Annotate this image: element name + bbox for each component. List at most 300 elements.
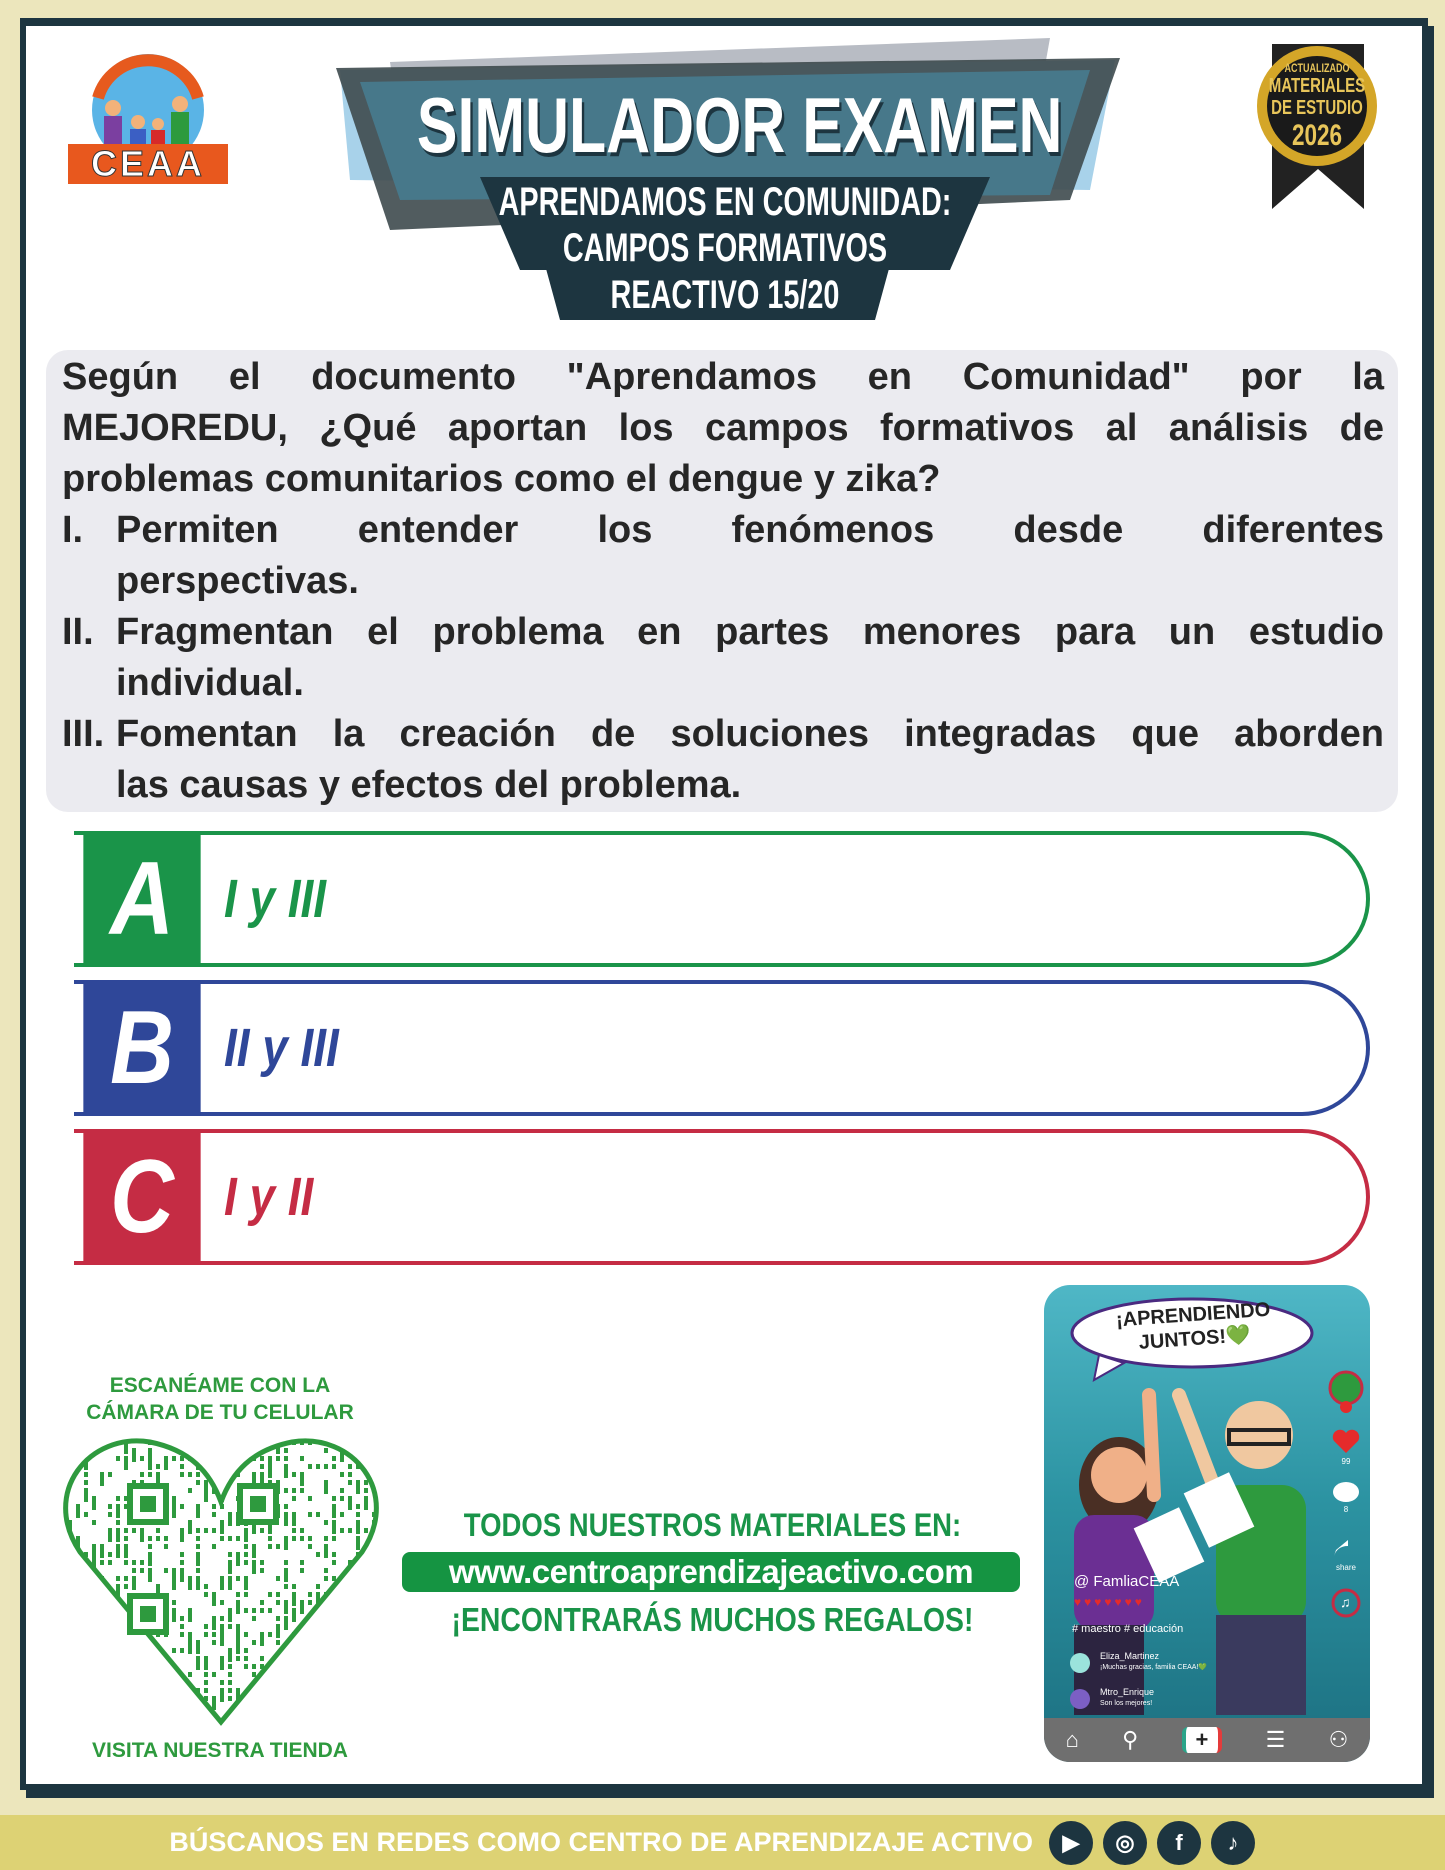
qr-module: [148, 1536, 152, 1541]
qr-module: [204, 1664, 208, 1669]
qr-module: [196, 1712, 200, 1717]
statement-3: [62, 709, 1384, 811]
qr-module: [68, 1544, 72, 1549]
qr-module: [204, 1624, 208, 1629]
qr-module: [316, 1624, 320, 1629]
qr-module: [188, 1584, 192, 1589]
qr-module: [244, 1648, 248, 1653]
qr-module: [180, 1688, 184, 1693]
qr-module: [268, 1592, 272, 1597]
qr-module: [276, 1576, 280, 1581]
qr-module: [164, 1544, 168, 1549]
qr-module: [268, 1688, 272, 1693]
qr-module: [372, 1704, 376, 1718]
qr-module: [308, 1640, 312, 1654]
qr-module: [68, 1600, 72, 1605]
qr-module: [220, 1440, 224, 1445]
qr-module: [300, 1536, 304, 1541]
statement-line: individual.: [116, 662, 304, 704]
qr-module: [252, 1664, 256, 1669]
qr-module: [356, 1720, 360, 1725]
qr-module: [260, 1560, 264, 1565]
qr-module: [260, 1464, 264, 1469]
qr-module: [76, 1720, 80, 1732]
qr-module: [108, 1472, 112, 1477]
statement-line: Fomentan la creación de soluciones integradas que aborden: [116, 713, 1384, 755]
qr-module: [188, 1640, 192, 1654]
qr-module: [92, 1584, 96, 1598]
qr-module: [356, 1488, 360, 1493]
qr-module: [324, 1608, 328, 1613]
qr-module: [124, 1536, 128, 1541]
qr-module: [76, 1576, 80, 1581]
qr-module: [212, 1640, 216, 1645]
qr-module: [140, 1456, 144, 1461]
qr-module: [228, 1688, 232, 1693]
qr-module: [284, 1448, 288, 1453]
badge-year: 2026: [1291, 119, 1343, 153]
option-letter: C: [83, 1129, 200, 1265]
qr-module: [364, 1624, 368, 1638]
qr-module: [100, 1560, 104, 1565]
qr-module: [292, 1664, 296, 1669]
qr-module: [164, 1568, 168, 1573]
qr-module: [284, 1584, 288, 1589]
qr-module: [220, 1600, 224, 1605]
qr-module: [76, 1616, 80, 1621]
comment-2: [1100, 1687, 1154, 1709]
qr-module: [116, 1688, 120, 1693]
qr-module: [212, 1624, 216, 1629]
search-icon[interactable]: ⚲: [1122, 1727, 1139, 1752]
qr-module: [308, 1648, 312, 1653]
qr-module: [172, 1616, 176, 1621]
phone-hashtags: # maestro # educación: [1072, 1623, 1184, 1635]
qr-module: [348, 1480, 352, 1485]
qr-module: [76, 1560, 80, 1565]
qr-module: [236, 1576, 240, 1581]
qr-module: [228, 1584, 232, 1589]
qr-module: [84, 1472, 88, 1477]
qr-module: [324, 1616, 328, 1621]
qr-module: [260, 1720, 264, 1732]
qr-module: [300, 1528, 304, 1533]
qr-module: [332, 1504, 336, 1518]
qr-module: [220, 1680, 224, 1685]
qr-module: [308, 1464, 312, 1469]
phone-bottom-nav: [1044, 1718, 1370, 1762]
title-banner: [330, 30, 1120, 330]
social-phone-mockup: [1044, 1285, 1370, 1762]
qr-module: [260, 1632, 264, 1646]
qr-module: [260, 1656, 264, 1661]
qr-module: [148, 1544, 152, 1549]
qr-module: [148, 1672, 152, 1677]
qr-module: [244, 1632, 248, 1637]
qr-module: [316, 1584, 320, 1589]
qr-module: [372, 1544, 376, 1549]
qr-module: [228, 1552, 232, 1557]
qr-module: [252, 1560, 256, 1574]
qr-module: [76, 1648, 80, 1653]
qr-module: [220, 1632, 224, 1646]
qr-module: [284, 1568, 288, 1582]
qr-module: [212, 1720, 216, 1725]
qr-module: [340, 1488, 344, 1493]
qr-module: [364, 1504, 368, 1509]
qr-module: [204, 1496, 208, 1501]
qr-module: [332, 1464, 336, 1469]
logo-text: CEAA: [90, 143, 205, 184]
qr-module: [308, 1688, 312, 1693]
qr-module: [76, 1624, 80, 1629]
qr-module: [196, 1568, 200, 1573]
qr-module: [292, 1496, 296, 1501]
qr-module: [108, 1632, 112, 1646]
qr-module: [148, 1456, 152, 1470]
qr-module: [236, 1448, 240, 1453]
qr-module: [84, 1480, 88, 1485]
qr-module: [132, 1720, 136, 1725]
qr-module: [324, 1712, 328, 1717]
qr-module: [356, 1632, 360, 1646]
qr-module: [340, 1592, 344, 1606]
qr-module: [108, 1712, 112, 1717]
qr-module: [84, 1712, 88, 1717]
qr-module: [212, 1592, 216, 1606]
qr-module: [164, 1712, 168, 1726]
qr-module: [140, 1560, 144, 1565]
qr-module: [356, 1512, 360, 1517]
qr-module: [108, 1720, 112, 1732]
qr-module: [300, 1608, 304, 1613]
qr-module: [212, 1512, 216, 1517]
qr-module: [196, 1704, 200, 1718]
qr-module: [276, 1456, 280, 1461]
qr-module: [324, 1704, 328, 1709]
qr-module: [292, 1672, 296, 1686]
qr-module: [292, 1696, 296, 1710]
qr-module: [324, 1464, 328, 1469]
qr-module: [108, 1648, 112, 1653]
qr-module: [324, 1520, 328, 1525]
badge-line2: MATERIALES: [1268, 75, 1366, 98]
qr-module: [292, 1608, 296, 1622]
qr-module: [204, 1720, 208, 1725]
qr-module: [236, 1592, 240, 1597]
qr-module: [68, 1456, 72, 1461]
qr-module: [244, 1704, 248, 1709]
visit-store-link[interactable]: VISITA NUESTRA TIENDA: [92, 1739, 348, 1762]
qr-module: [228, 1696, 232, 1701]
qr-module: [148, 1560, 152, 1565]
qr-module: [92, 1640, 96, 1654]
qr-module: [100, 1592, 104, 1606]
qr-module: [308, 1512, 312, 1517]
qr-module: [76, 1608, 80, 1622]
qr-module: [180, 1624, 184, 1629]
qr-module: [172, 1456, 176, 1461]
music-icon[interactable]: ♫: [1340, 1594, 1351, 1610]
qr-module: [220, 1448, 224, 1453]
qr-module: [372, 1600, 376, 1605]
qr-module: [252, 1448, 256, 1453]
question-line: MEJOREDU, ¿Qué aportan los campos formativos al análisis de: [62, 407, 1384, 449]
qr-module: [260, 1696, 264, 1701]
option-text: II y III: [224, 1018, 339, 1078]
qr-module: [324, 1680, 328, 1685]
qr-module: [356, 1680, 360, 1694]
qr-module: [100, 1600, 104, 1605]
qr-module: [84, 1696, 88, 1701]
website-url-link[interactable]: www.centroaprendizajeactivo.com: [402, 1552, 1020, 1592]
option-a[interactable]: [74, 831, 1370, 967]
qr-module: [100, 1472, 104, 1486]
qr-module: [348, 1592, 352, 1606]
question-text: [62, 352, 1384, 811]
qr-module: [340, 1608, 344, 1622]
qr-module: [244, 1528, 248, 1542]
qr-module: [92, 1592, 96, 1606]
qr-module: [252, 1640, 256, 1645]
qr-module: [292, 1488, 296, 1493]
qr-module: [180, 1504, 184, 1509]
qr-caption-line: ESCANÉAME CON LA: [109, 1374, 331, 1397]
qr-module: [364, 1440, 368, 1454]
qr-module: [100, 1624, 104, 1629]
qr-module: [156, 1688, 160, 1693]
qr-module: [132, 1576, 136, 1590]
qr-module: [268, 1680, 272, 1685]
qr-module: [172, 1576, 176, 1590]
qr-module: [188, 1488, 192, 1493]
qr-module: [212, 1632, 216, 1637]
qr-module: [116, 1528, 120, 1542]
qr-module: [172, 1648, 176, 1653]
tiktok-icon[interactable]: ♪: [1211, 1821, 1255, 1865]
qr-module: [268, 1536, 272, 1541]
statement-1: [62, 505, 1384, 607]
qr-module: [212, 1504, 216, 1509]
qr-module: [100, 1664, 104, 1669]
qr-module: [148, 1568, 152, 1582]
statement-line: Permiten entender los fenómenos desde diferentes: [116, 509, 1384, 551]
updated-2026-badge: [1252, 44, 1382, 209]
qr-module: [332, 1656, 336, 1661]
qr-module: [300, 1640, 304, 1645]
youtube-icon[interactable]: ▶: [1049, 1821, 1093, 1865]
qr-module: [116, 1496, 120, 1501]
qr-module: [116, 1520, 120, 1525]
qr-module: [260, 1456, 264, 1461]
facebook-icon[interactable]: f: [1157, 1821, 1201, 1865]
qr-module: [156, 1712, 160, 1717]
qr-module: [284, 1512, 288, 1526]
qr-module: [100, 1544, 104, 1558]
qr-module: [228, 1672, 232, 1677]
statement-line: Fragmentan el problema en partes menores para un estudio: [116, 611, 1384, 653]
comment-text: ¡Muchas gracias, familia CEAA!💚: [1100, 1664, 1208, 1671]
qr-module: [260, 1528, 264, 1533]
qr-module: [356, 1544, 360, 1549]
messages-icon[interactable]: ☰: [1265, 1727, 1286, 1752]
qr-module: [180, 1648, 184, 1653]
qr-module: [292, 1584, 296, 1589]
qr-module: [148, 1712, 152, 1717]
qr-module: [220, 1664, 224, 1669]
qr-module: [372, 1640, 376, 1645]
qr-module: [332, 1536, 336, 1541]
qr-module: [116, 1648, 120, 1662]
qr-module: [188, 1672, 192, 1677]
qr-caption-top: [62, 1372, 378, 1426]
qr-module: [132, 1664, 136, 1669]
qr-module: [108, 1680, 112, 1685]
qr-module: [180, 1616, 184, 1621]
qr-module: [356, 1520, 360, 1534]
qr-module: [308, 1704, 312, 1709]
qr-module: [132, 1448, 136, 1462]
qr-module: [164, 1664, 168, 1678]
qr-module: [100, 1632, 104, 1637]
qr-module: [372, 1616, 376, 1621]
qr-module: [140, 1656, 144, 1661]
qr-module: [108, 1560, 112, 1565]
qr-module: [284, 1456, 288, 1461]
qr-module: [252, 1688, 256, 1702]
qr-module: [276, 1544, 280, 1549]
qr-module: [228, 1656, 232, 1661]
qr-module: [212, 1472, 216, 1477]
qr-module: [124, 1656, 128, 1670]
qr-module: [228, 1608, 232, 1622]
qr-module: [196, 1720, 200, 1725]
qr-module: [332, 1496, 336, 1501]
social-footer-bar: [0, 1815, 1445, 1870]
badge-line1: ACTUALIZADO: [1284, 61, 1350, 75]
qr-module: [212, 1544, 216, 1549]
qr-module: [276, 1616, 280, 1621]
qr-module: [68, 1672, 72, 1686]
qr-module: [84, 1496, 88, 1501]
qr-module: [364, 1696, 368, 1701]
qr-module: [356, 1504, 360, 1509]
qr-module: [196, 1512, 200, 1517]
qr-module: [92, 1664, 96, 1678]
qr-module: [156, 1464, 160, 1469]
qr-module: [164, 1696, 168, 1701]
qr-module: [204, 1592, 208, 1597]
instagram-icon[interactable]: ◎: [1103, 1821, 1147, 1865]
qr-module: [292, 1536, 296, 1541]
home-icon[interactable]: ⌂: [1065, 1727, 1079, 1752]
qr-module: [292, 1472, 296, 1477]
qr-module: [356, 1608, 360, 1613]
qr-module: [116, 1544, 120, 1558]
qr-module: [156, 1696, 160, 1701]
qr-module: [292, 1512, 296, 1526]
qr-module: [180, 1464, 184, 1469]
qr-module: [92, 1688, 96, 1693]
qr-module: [308, 1536, 312, 1541]
qr-module: [68, 1704, 72, 1709]
qr-module: [68, 1592, 72, 1597]
qr-module: [268, 1440, 272, 1445]
qr-module: [300, 1488, 304, 1493]
add-icon[interactable]: +: [1182, 1727, 1223, 1753]
share-label[interactable]: share: [1335, 1563, 1356, 1572]
option-c[interactable]: [74, 1129, 1370, 1265]
qr-module: [188, 1520, 192, 1534]
qr-module: [372, 1672, 376, 1686]
qr-module: [196, 1528, 200, 1533]
option-text: I y III: [224, 869, 327, 929]
qr-module: [332, 1456, 336, 1461]
qr-module: [84, 1448, 88, 1453]
qr-module: [324, 1568, 328, 1573]
qr-module: [308, 1592, 312, 1597]
qr-module: [316, 1552, 320, 1557]
qr-module: [68, 1680, 72, 1685]
qr-module: [292, 1712, 296, 1726]
option-b[interactable]: [74, 980, 1370, 1116]
qr-module: [292, 1528, 296, 1533]
qr-module: [132, 1672, 136, 1677]
qr-code-heart[interactable]: [60, 1432, 382, 1732]
qr-module: [132, 1696, 136, 1710]
qr-module: [308, 1656, 312, 1661]
qr-module: [76, 1512, 80, 1517]
qr-module: [108, 1616, 112, 1621]
qr-module: [292, 1640, 296, 1645]
profile-icon[interactable]: ⚇: [1328, 1727, 1349, 1752]
qr-module: [116, 1696, 120, 1710]
statement-2: [62, 607, 1384, 709]
qr-module: [204, 1672, 208, 1677]
qr-module: [180, 1632, 184, 1637]
qr-module: [268, 1696, 272, 1710]
qr-module: [340, 1720, 344, 1725]
qr-module: [324, 1536, 328, 1541]
qr-module: [180, 1560, 184, 1565]
comment-text: Son los mejores!: [1100, 1700, 1153, 1707]
qr-module: [268, 1608, 272, 1613]
qr-module: [276, 1592, 280, 1597]
qr-module: [228, 1680, 232, 1685]
qr-module: [292, 1720, 296, 1725]
qr-module: [244, 1664, 248, 1669]
qr-module: [244, 1440, 248, 1454]
qr-module: [100, 1584, 104, 1598]
qr-module: [348, 1704, 352, 1718]
qr-module: [268, 1632, 272, 1637]
qr-module: [284, 1616, 288, 1630]
qr-module: [100, 1672, 104, 1686]
qr-module: [124, 1544, 128, 1558]
page-title: SIMULADOR EXAMEN: [416, 81, 1063, 169]
qr-module: [116, 1576, 120, 1581]
qr-module: [204, 1680, 208, 1685]
option-letter: B: [83, 980, 200, 1116]
qr-module: [356, 1688, 360, 1702]
qr-module: [324, 1688, 328, 1693]
qr-module: [196, 1552, 200, 1566]
subtitle-line1: APRENDAMOS EN COMUNIDAD:: [498, 180, 952, 224]
qr-module: [108, 1656, 112, 1661]
qr-module: [124, 1584, 128, 1589]
qr-module: [188, 1616, 192, 1621]
qr-module: [84, 1592, 88, 1597]
